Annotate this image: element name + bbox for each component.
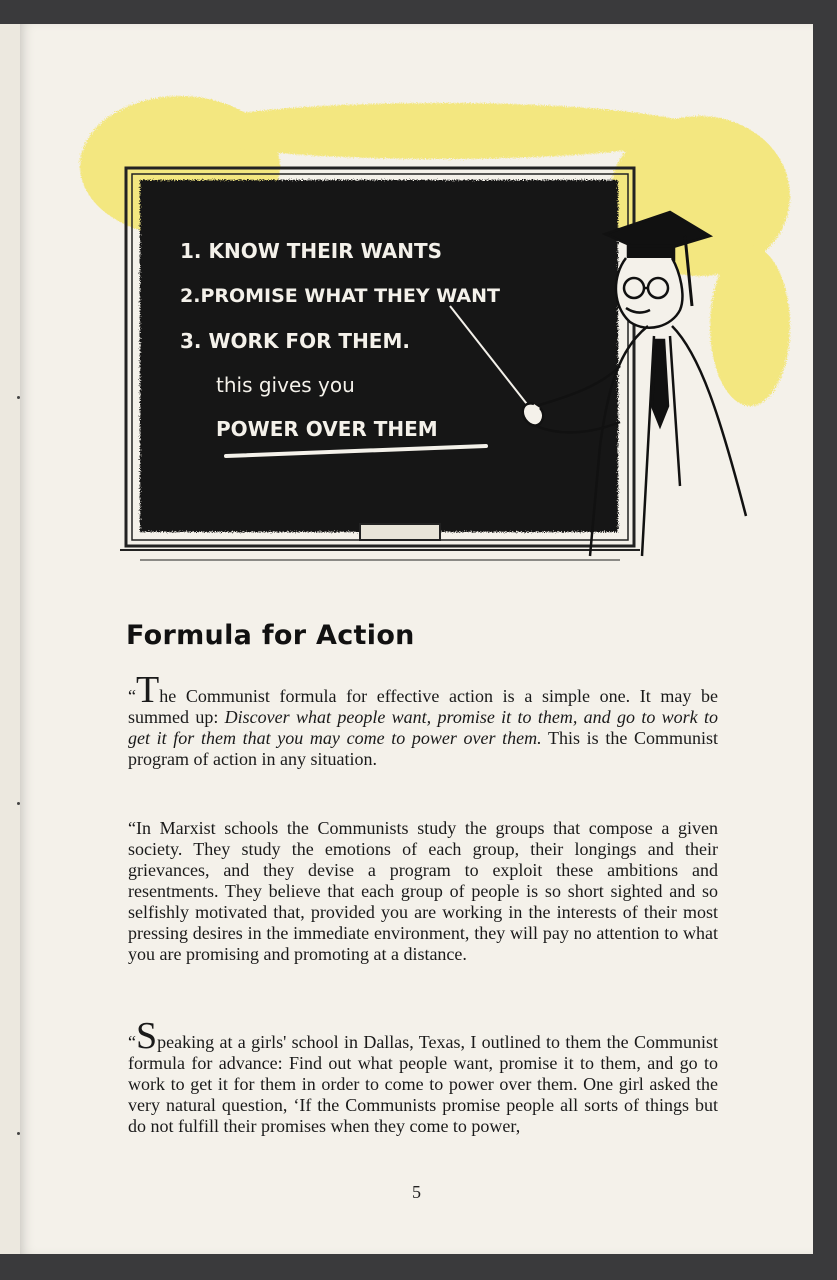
drop-cap: T — [136, 669, 160, 711]
paragraph-1 — [128, 669, 718, 770]
paragraph-1-text: he Communist formula for effective action is a simple one. It may be summed up: — [128, 686, 718, 727]
chalkboard-illustration — [60, 86, 800, 586]
left-page-edge — [0, 24, 21, 1254]
paragraph-1-italic: Discover what people want, promise it to them, and go to work to get it for them that you may come to power over them. — [128, 707, 718, 748]
open-quote: “ — [128, 686, 136, 706]
booklet-page — [20, 24, 813, 1254]
chalk-line-3: 3. WORK FOR THEM. — [180, 329, 410, 353]
paragraph-3-text: peaking at a girls' school in Dallas, Texas, I outlined to them the Communist formula for advance: Find out what people want, promise it to them, and go to work to get it for them in order to come to power over them. One girl asked the very natural question, ‘If the Communists promise people all sorts of things but do not fulfill their promises when they come to power, — [128, 1032, 718, 1136]
chalk-line-1: 1. KNOW THEIR WANTS — [180, 239, 443, 263]
chalk-line-5: POWER OVER THEM — [216, 417, 438, 441]
paragraph-2: “In Marxist schools the Communists study the groups that compose a given society. They study the emotions of each group, their longings and their grievances, and they devise a program to exploit these ambitions and resentments. They believe that each group of people is so short sighted and so selfishly motivated that, provided you are working in the interests of their most pressing desires in the immediate environment, they will pay no attention to what you are promising and promoting at a distance. — [128, 818, 718, 964]
eraser — [360, 524, 440, 540]
chalk-line-2: 2.PROMISE WHAT THEY WANT — [180, 285, 500, 307]
chalkboard-surface — [140, 180, 618, 532]
open-quote: “ — [128, 1032, 136, 1052]
section-heading: Formula for Action — [126, 620, 415, 651]
page-number: 5 — [412, 1182, 421, 1202]
paragraph-3 — [128, 1015, 718, 1137]
paragraph-1-text-end: This is the Communist program of action in any situation. — [128, 728, 718, 769]
chalk-line-4: this gives you — [216, 373, 355, 397]
drop-cap: S — [136, 1015, 158, 1057]
